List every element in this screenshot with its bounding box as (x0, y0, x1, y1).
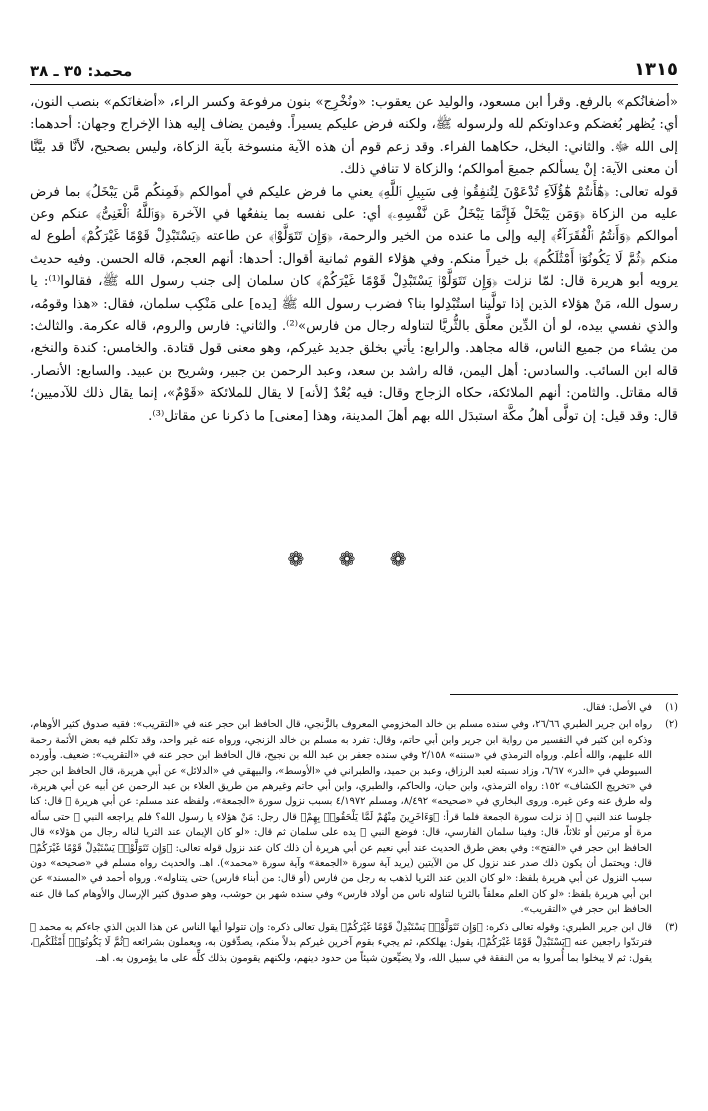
page-number: ١٣١٥ (634, 59, 678, 80)
footnote-text: قال ابن جرير الطبري: وقوله تعالى ذكره: ﴿وَإِن تَتَوَلَّوْا۟ يَسْتَبْدِلْ قَوْمًا غَيْرَكُمْ﴾ يقول تعالى ذكره: وإن تتولوا أيها الناس عن هذا الدين الذي جاءكم به محمد ﷺ فترتدّوا راجعين عنه ﴿يَسْتَبْدِلْ قَوْمًا غَيْرَكُمْ﴾، يقول: يهلككم، ثم يجيء بقوم آخرين غيركم بدلاً منكم، يصدِّقون به، ويعملون بشرائعه ﴿ثُمَّ لَا يَكُونُوٓا۟ أَمْثَٰلَكُم﴾، يقول: ثم لا يبخلوا بما أُمروا به من النفقة في سبيل الله، ولا يضيِّعون شيئاً من حدود دينهم، ولكنهم يقومون بذلك كلِّه على ما يؤمرون به. اهـ. (30, 921, 652, 964)
header-rule (30, 84, 678, 85)
footnotes (30, 700, 678, 968)
running-title: محمد: ٣٥ ـ ٣٨ (30, 62, 133, 80)
footnote-number: (٢) (665, 719, 678, 731)
page-header (30, 54, 678, 80)
section-separator: ❁ ❁ ❁ (287, 547, 421, 571)
footnote-2 (30, 717, 678, 917)
footnote-number: (١) (665, 702, 678, 713)
paragraph-1: «أضغانُكم» بالرفع. وقرأ ابن مسعود، والوليد عن يعقوب: «ونُخْرِج» بنون مرفوعة وكسر الراء، «أضغانَكم» بنصب النون، أي: يُظهر بُغضكم وعداوتكم لله ولرسوله ﷺ، ولكنه فرض عليكم يسيراً. وفيمن يضاف إليه هذا الإخراج وجهان: أحدهما: إلى الله ﷻ. والثاني: البخل، حكاهما الفراء. وقد زعم قوم أن هذه الآية منسوخة بآية الزكاة، وليس بصحيح، لأنَّا قد بيَّنَّا أن معنى الآية: إنْ يسألكم جميعَ أموالكم؛ والزكاة لا تنافي ذلك. (30, 95, 678, 178)
footnote-text: رواه ابن جرير الطبري ٢٦/٦٦، وفي سنده مسلم بن خالد المخزومي المعروف بالزَّنجي، قال الحافظ ابن حجر عنه في «التقريب»: فقيه صدوق كثير الأوهام، وذكره ابن كثير في التفسير من رواية ابن جرير وابن أبي حاتم، وقال: تفرد به مسلم بن خالد الزنجي، ورواه عنه غير واحد، وقد تكلم فيه بعض الأئمة رحمة الله عليهم، والله أعلم. ورواه الترمذي في «سننه» ٢/١٥٨ وفي سنده جعفر بن عبد الله بن نجيح، قال الحافظ ابن حجر عنه في «التقريب»: ضعيف. وأورده السيوطي في «الدر» ٦/٦٧، وزاد نسبته لعبد الرزاق، وعبد بن حميد، والطبراني في «الأوسط»، والبيهقي في «الدلائل» عن أبي هريرة، قال الحافظ ابن حجر في «تخريج الكشاف» ١٥٢: رواه الترمذي، وابن حبان، والحاكم، والطبري، وابن أبي حاتم وغيرهم من طريق العلاء بن عبد الرحمن عن أبيه عن أبي هريرة، وله طرق عنه وعن غيره. وروى البخاري في «صحيحه» ٨/٤٩٢، ومسلم ٤/١٩٧٢ بسبب نزول سورة «الجمعة»، ولفظه عند مسلم: عن أبي هريرة ﷺ قال: كنا جلوسا عند النبي ﷺ إذ نزلت سورة الجمعة فلما قرأ: ﴿وَءَاخَرِينَ مِنْهُمْ لَمَّا يَلْحَقُوا۟ بِهِمْ﴾ قال رجل: مَنْ هؤلاء يا رسول الله؟ فلم يراجعه النبي ﷺ حتى سأله مرة أو مرتين أو ثلاثاً، قال: وفينا سلمان الفارسي، قال: فوضع النبي ﷺ يده على سلمان ثم قال: «لو كان الإيمان عند الثريا لناله رجال من هؤلاء» قال الحافظ ابن حجر في «الفتح»: وفي بعض طرق الحديث عند أبي نعيم عن أبي هريرة أن ذلك كان عند نزول قوله تعالى: ﴿وَإِن تَتَوَلَّوْا۟ يَسْتَبْدِلْ قَوْمًا غَيْرَكُمْ﴾ قال: ويحتمل أن يكون ذلك صدر عند نزول كل من الآيتين (يريد آية سورة «الجمعة» وآية سورة «محمد»). اهـ. والحديث رواه مسلم في «صحيحه» دون سبب النزول عن أبي هريرة بلفظ: «لو كان الدين عند الثريا لذهب به رجل من فارس (أو قال: من أبناء فارس) حتى يتناوله». ورواه أحمد في «المسند» عن ابن أبي هريرة بلفظ: «لو كان العلم معلقاً بالثريا لتناوله ناس من أولاد فارس» وفي سنده شهر بن حوشب، وهو صدوق كثير الإرسال والأوهام كما قال عنه الحافظ ابن حجر في «التقريب». (30, 719, 653, 916)
paragraph-2: قوله تعالى: ﴿هَٰٓأَنتُمْ هَٰٓؤُلَآءِ تُدْعَوْنَ لِتُنفِقُوا۟ فِى سَبِيلِ ٱللَّهِ﴾ يعني ما فرض عليكم في أموالكم ﴿فَمِنكُم مَّن يَبْخَلُ﴾ بما فرض عليه من الزكاة ﴿وَمَن يَبْخَلْ فَإِنَّمَا يَبْخَلُ عَن نَّفْسِهِۦ﴾ أي: على نفسه بما ينفعُها في الآخرة ﴿وَٱللَّهُ ٱلْغَنِىُّ﴾ عنكم وعن أموالكم ﴿وَأَنتُمُ ٱلْفُقَرَآءُ﴾ إليه وإلى ما عنده من الخير والرحمة، ﴿وَإِن تَتَوَلَّوْا۟﴾ عن طاعته ﴿يَسْتَبْدِلْ قَوْمًا غَيْرَكُمْ﴾ أطوع له منكم ﴿ثُمَّ لَا يَكُونُوٓا۟ أَمْثَٰلَكُم﴾ بل خيراً منكم. وفي هؤلاء القوم ثمانية أقوال: أحدها: أنهم العجم، قاله الحسن. وفيه حديث يرويه أبو هريرة قال: لمّا نزلت ﴿وَإِن تَتَوَلَّوْا۟ يَسْتَبْدِلْ قَوْمًا غَيْرَكُمْ﴾ كان سلمان إلى جنب رسول الله ﷺ، فقالوا⁽¹⁾: يا رسول الله، مَنْ هؤلاء الذين إذا تولَّينا استُبْدِلوا بنا؟ فضرب رسول الله ﷺ [يده] على مَنْكِب سلمان، فقال: «هذا وقومُه، والذي نفسي بيده، لو أن الدِّين معلَّق بالثُّريَّا لتناوله رجال من فارس»⁽²⁾. والثاني: فارس والروم، قاله عكرمة. والثالث: من يشاء من جميع الناس، قاله مجاهد. والرابع: يأتي بخلق جديد غيركم، وهو معنى قول قتادة. والخامس: كندة والنخع، قاله ابن السائب. والسادس: أهل اليمن، قاله راشد بن سعد، وعبد الرحمن بن جبير، وشريح بن عبيد. والسابع: الأنصار. قاله مقاتل. والثامن: أنهم الملائكة، حكاه الزجاج وقال: فيه بُعْدٌ [لأنه] لا يقال للملائكة «قَوْمٌ»، إنما يقال ذلك للآدميين؛ قال: وقد قيل: إن تولَّى أهلُ مكَّة استبدَل الله بهم أهلَ المدينة، وهذا [معنى] ما ذكرنا عن مقاتل⁽³⁾. (30, 184, 678, 424)
footnote-rule (450, 694, 678, 695)
footnote-1 (30, 700, 678, 715)
footnote-text: في الأصل: فقال. (582, 702, 652, 713)
footnote-number: (٣) (665, 921, 678, 933)
main-text (30, 92, 678, 428)
footnote-3 (30, 920, 678, 966)
